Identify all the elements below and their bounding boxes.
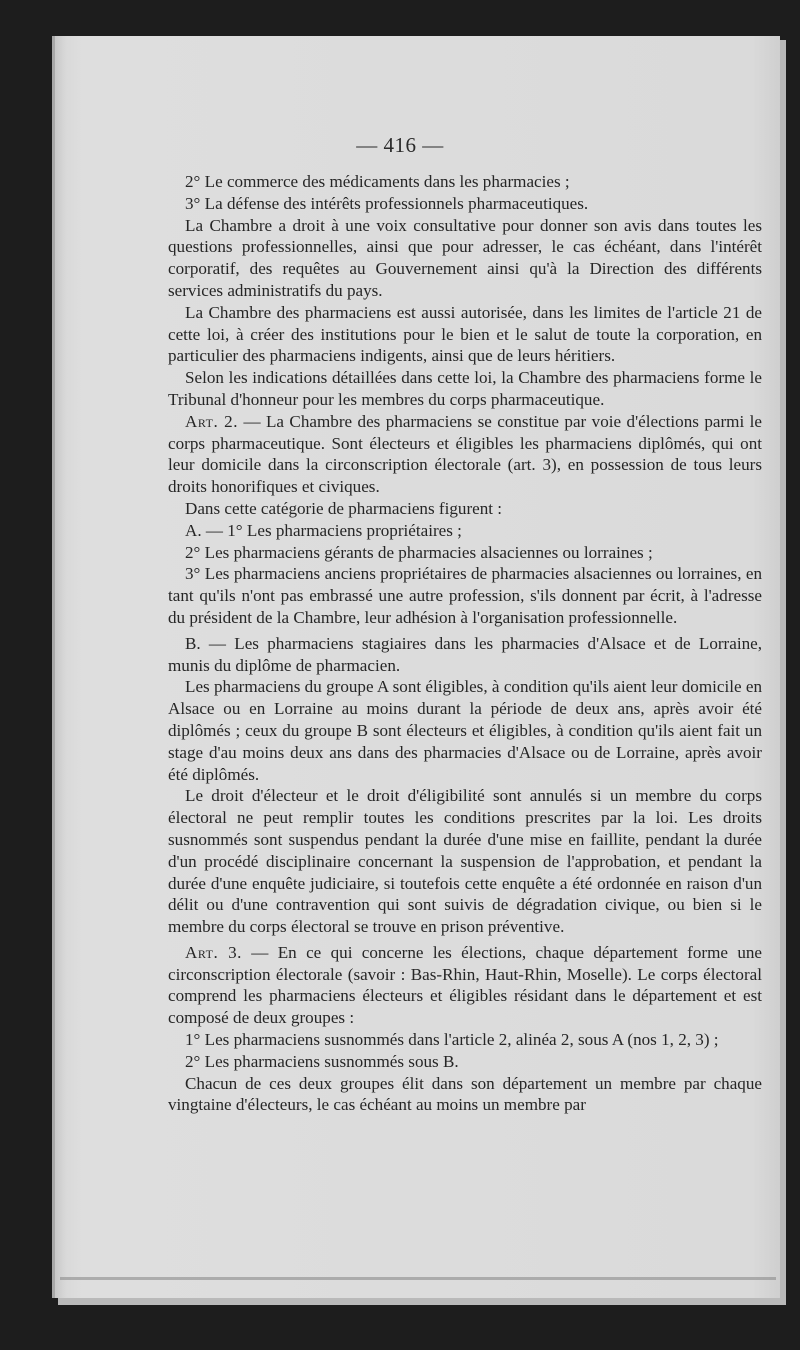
paragraph [168, 498, 762, 520]
paragraph [168, 171, 762, 193]
paragraph [168, 215, 762, 302]
paragraph [168, 367, 762, 411]
paragraph [168, 520, 762, 542]
paragraph-text: B. — Les pharmaciens stagiaires dans les pharmacies d'Alsace et de Lorraine, munis du diplôme de pharmacien. [168, 633, 762, 675]
paragraph-text: La Chambre a droit à une voix consultative pour donner son avis dans toutes les questions professionnelles, ainsi que pour adresser, le cas échéant, dans l'intérêt corporatif, des requêtes au Gouvernement ainsi qu'à la Direction des différents services administratifs du pays. [168, 215, 762, 300]
paragraph-text: — La Chambre des pharmaciens se constitue par voie d'élections parmi le corps pharmaceutique. Sont électeurs et éligibles les pharmaciens diplômés, qui ont leur domicile dans la circonscription électorale (art. 3), en possession de tous leurs droits honorifiques et civiques. [168, 411, 763, 497]
paragraph-text: 3° Les pharmaciens anciens propriétaires de pharmacies alsaciennes ou lorraines, en tant qu'ils n'ont pas embrassé une autre profession, s'ils donnent par écrit, à l'adresse du président de la Chambre, leur adhésion à l'organisation professionnelle. [168, 564, 762, 627]
article-label: Art. 2. [185, 411, 238, 431]
paragraph [168, 1073, 762, 1117]
paragraph-text: Dans cette catégorie de pharmaciens figurent : [185, 498, 503, 518]
paragraph-text: Selon les indications détaillées dans cette loi, la Chambre des pharmaciens forme le Tribunal d'honneur pour les membres du corps pharmaceutique. [168, 368, 762, 409]
paragraph-text: Le droit d'électeur et le droit d'éligibilité sont annulés si un membre du corps électoral ne peut remplir toutes les conditions prescrites par la loi. Les droits susnommés sont suspendus pendant la durée d'une mise en faillite, pendant la durée d'un procédé disciplinaire concernant la suspension de l'approbation, et pendant la durée d'une enquête judiciaire, si toutefois cette enquête a été ordonnée en raison d'un délit ou d'une contravention qui sont suivis de dégradation civique, ou bien si le membre du corps électoral se trouve en prison préventive. [168, 786, 762, 937]
paragraph [168, 1029, 762, 1051]
paragraph-text: A. — 1° Les pharmaciens propriétaires ; [185, 520, 462, 540]
paragraph-text: Chacun de ces deux groupes élit dans son département un membre par chaque vingtaine d'électeurs, le cas échéant au moins un membre par [168, 1073, 762, 1115]
paragraph [168, 785, 762, 938]
paragraph-text: 2° Le commerce des médicaments dans les pharmacies ; [185, 172, 570, 191]
paragraph [168, 302, 762, 367]
page-number: — 416 — [356, 133, 444, 157]
paragraph [168, 676, 762, 785]
article-label: Art. 3. [185, 942, 242, 962]
paragraph-text: 1° Les pharmaciens susnommés dans l'article 2, alinéa 2, sous A (nos 1, 2, 3) ; [185, 1030, 719, 1050]
paragraph [168, 563, 762, 628]
paragraph [168, 1051, 762, 1073]
paragraph-text: 2° Les pharmaciens gérants de pharmacies alsaciennes ou lorraines ; [185, 542, 653, 562]
paragraph [168, 193, 762, 215]
paragraph-text: — En ce qui concerne les élections, chaque département forme une circonscription électorale (savoir : Bas-Rhin, Haut-Rhin, Moselle). Le corps électoral comprend les pharmaciens électeurs et éligibles résidant dans le département et est composé de deux groupes : [168, 942, 763, 1028]
article-paragraph [168, 942, 762, 1029]
paragraph-text: Les pharmaciens du groupe A sont éligibles, à condition qu'ils aient leur domicile en Alsace ou en Lorraine au moins durant la période de deux ans, après avoir été diplômés ; ceux du groupe B sont électeurs et éligibles, à condition qu'ils aient fait un stage d'au moins deux ans dans des pharmacies d'Alsace ou de Lorraine, après avoir été diplômés. [168, 677, 762, 784]
paragraph [168, 633, 762, 677]
paragraph-text: 3° La défense des intérêts professionnels pharmaceutiques. [185, 193, 589, 213]
article-paragraph [168, 411, 762, 498]
paragraph-text: 2° Les pharmaciens susnommés sous B. [185, 1051, 459, 1071]
paragraph [168, 542, 762, 564]
paragraph-text: La Chambre des pharmaciens est aussi autorisée, dans les limites de l'article 21 de cette loi, à créer des institutions pour le bien et le salut de toute la corporation, en particulier des pharmaciens indigents, ainsi que de leurs héritiers. [168, 302, 762, 366]
body-text [168, 171, 762, 1116]
